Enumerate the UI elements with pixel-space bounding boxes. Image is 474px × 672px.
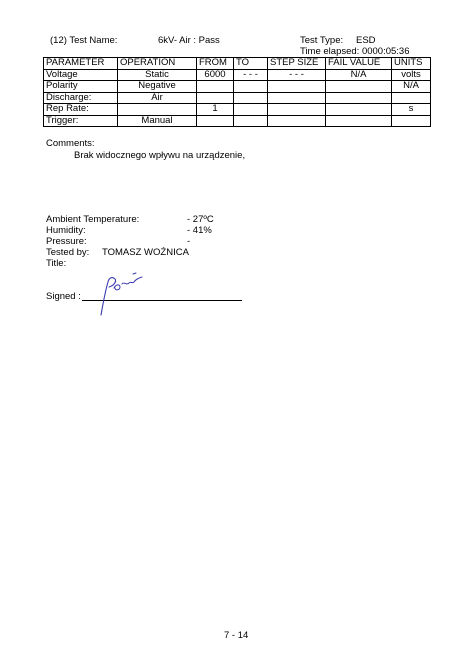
time-elapsed: Time elapsed: 0000:05:36 xyxy=(300,46,410,57)
comments-text: Brak widocznego wpływu na urządzenie, xyxy=(74,150,246,161)
table-cell: Static xyxy=(118,69,197,81)
table-cell xyxy=(234,92,268,104)
table-cell xyxy=(392,92,431,104)
parameter-table xyxy=(43,57,431,127)
table-cell xyxy=(326,81,392,93)
table-cell: Air xyxy=(118,92,197,104)
comments-label: Comments: xyxy=(46,138,95,149)
table-row xyxy=(44,81,431,93)
test-type-label: Test Type: xyxy=(300,35,344,46)
table-cell: N/A xyxy=(392,81,431,93)
table-cell xyxy=(197,92,234,104)
column-header: FROM xyxy=(197,58,234,70)
table-cell: Rep Rate: xyxy=(44,104,118,116)
handwritten-signature xyxy=(92,270,152,318)
column-header: UNITS xyxy=(392,58,431,70)
table-cell xyxy=(118,104,197,116)
page-number: 7 - 14 xyxy=(224,630,249,641)
table-row xyxy=(44,104,431,116)
table-cell xyxy=(326,115,392,127)
table-cell: Trigger: xyxy=(44,115,118,127)
pressure-label: Pressure: xyxy=(46,236,87,247)
test-type-value: ESD xyxy=(356,35,376,46)
table-row xyxy=(44,115,431,127)
column-header: FAIL VALUE xyxy=(326,58,392,70)
title-label: Title: xyxy=(46,258,67,269)
table-cell xyxy=(268,92,326,104)
table-cell: 1 xyxy=(197,104,234,116)
table-cell xyxy=(268,81,326,93)
table-cell xyxy=(234,81,268,93)
humidity-value: - 41% xyxy=(187,225,212,236)
signed-label: Signed : xyxy=(46,291,81,302)
table-cell: 6000 xyxy=(197,69,234,81)
table-cell: Manual xyxy=(118,115,197,127)
ambient-temperature-value: - 27ºC xyxy=(187,214,214,225)
table-cell: - - - xyxy=(234,69,268,81)
test-number-label: (12) Test Name: xyxy=(50,35,118,46)
table-cell: Polarity xyxy=(44,81,118,93)
table-cell xyxy=(392,115,431,127)
tested-by-value: TOMASZ WOŹNICA xyxy=(102,247,189,258)
tested-by-label: Tested by: xyxy=(46,247,90,258)
column-header: STEP SIZE xyxy=(268,58,326,70)
table-cell: volts xyxy=(392,69,431,81)
table-cell xyxy=(197,81,234,93)
table-header-row xyxy=(44,58,431,70)
table-row xyxy=(44,69,431,81)
test-name: 6kV- Air : Pass xyxy=(158,35,220,46)
column-header: OPERATION xyxy=(118,58,197,70)
table-cell: Voltage xyxy=(44,69,118,81)
column-header: PARAMETER xyxy=(44,58,118,70)
table-cell: Discharge: xyxy=(44,92,118,104)
table-cell xyxy=(268,104,326,116)
table-cell xyxy=(234,115,268,127)
table-cell: - - - xyxy=(268,69,326,81)
table-cell xyxy=(326,104,392,116)
table-cell xyxy=(234,104,268,116)
pressure-value: - xyxy=(187,236,191,247)
table-cell xyxy=(268,115,326,127)
table-cell: N/A xyxy=(326,69,392,81)
column-header: TO xyxy=(234,58,268,70)
humidity-label: Humidity: xyxy=(46,225,86,236)
table-cell xyxy=(197,115,234,127)
ambient-temperature-label: Ambient Temperature: xyxy=(46,214,140,225)
table-cell: s xyxy=(392,104,431,116)
table-row xyxy=(44,92,431,104)
table-cell xyxy=(326,92,392,104)
table-cell: Negative xyxy=(118,81,197,93)
